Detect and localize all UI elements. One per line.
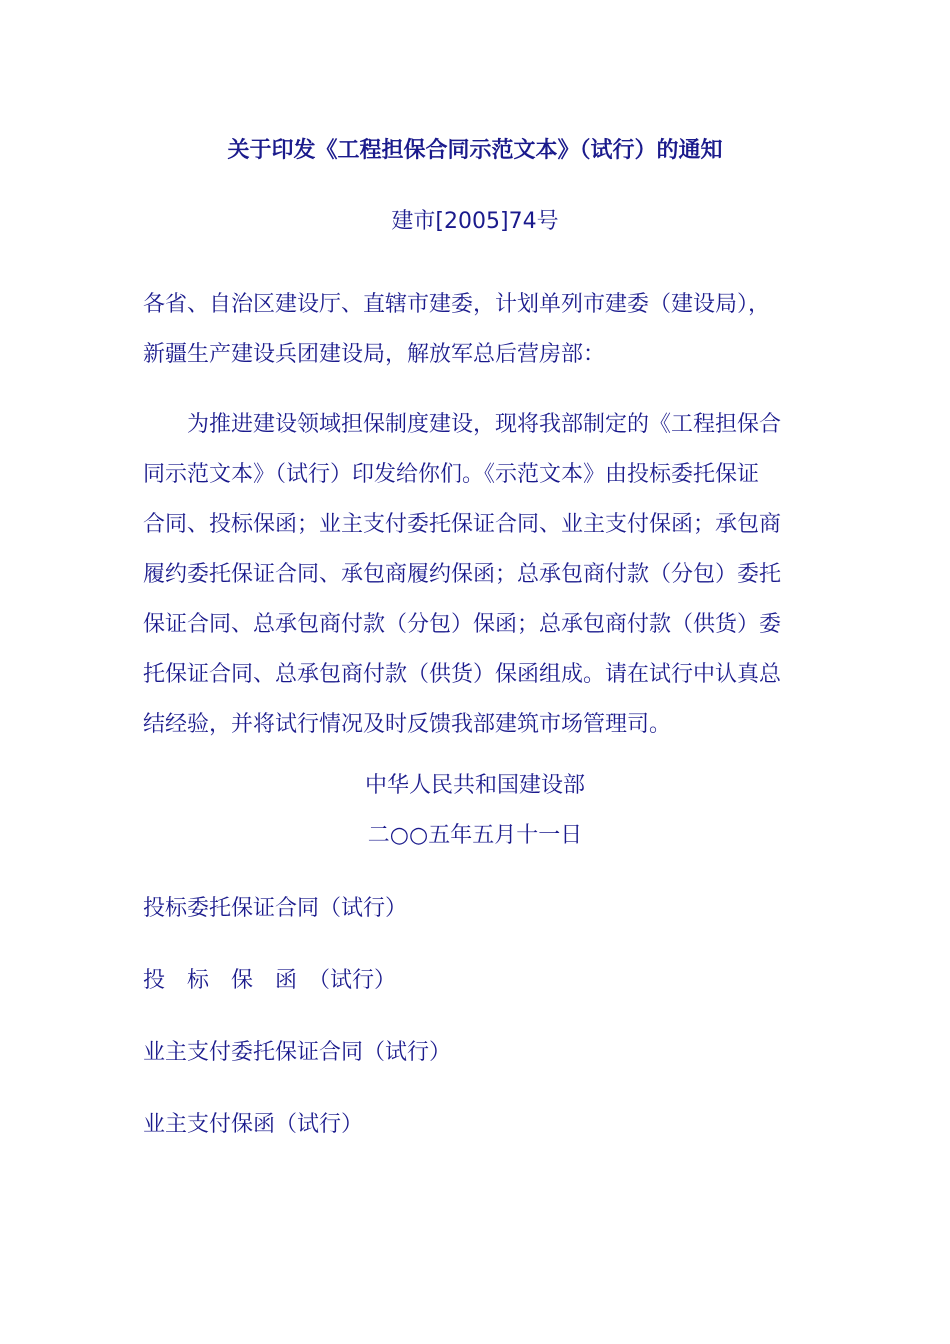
document-number: 建市[2005]74号 — [391, 209, 559, 234]
addressee-line: 各省、自治区建设厅、直辖市建委，计划单列市建委（建设局）， — [143, 292, 771, 317]
body-line: 合同、投标保函；业主支付委托保证合同、业主支付保函；承包商 — [143, 512, 782, 537]
attachment-title: 投 标 保 函 （试行） — [143, 968, 397, 993]
body-line: 同示范文本》（试行）印发给你们。《示范文本》由投标委托保证 — [143, 462, 760, 487]
body-line: 履约委托保证合同、承包商履约保函；总承包商付款（分包）委托 — [143, 562, 782, 587]
body-line: 保证合同、总承包商付款（分包）保函；总承包商付款（供货）委 — [143, 612, 782, 637]
attachment-title: 业主支付保函（试行） — [143, 1112, 364, 1137]
issue-date: 二○○五年五月十一日 — [367, 823, 583, 848]
issuing-authority: 中华人民共和国建设部 — [364, 773, 585, 798]
body-line: 结经验，并将试行情况及时反馈我部建筑市场管理司。 — [143, 712, 672, 737]
document-title: 关于印发《工程担保合同示范文本》（试行）的通知 — [227, 138, 723, 163]
attachment-title: 投标委托保证合同（试行） — [143, 896, 408, 921]
addressee — [143, 280, 803, 380]
body-line: 托保证合同、总承包商付款（供货）保函组成。请在试行中认真总 — [143, 662, 782, 687]
body-line: 为推进建设领域担保制度建设，现将我部制定的《工程担保合 — [187, 412, 782, 437]
attachment-title: 业主支付委托保证合同（试行） — [143, 1040, 452, 1065]
addressee-line: 新疆生产建设兵团建设局，解放军总后营房部： — [143, 342, 606, 367]
body-paragraph — [143, 400, 793, 750]
